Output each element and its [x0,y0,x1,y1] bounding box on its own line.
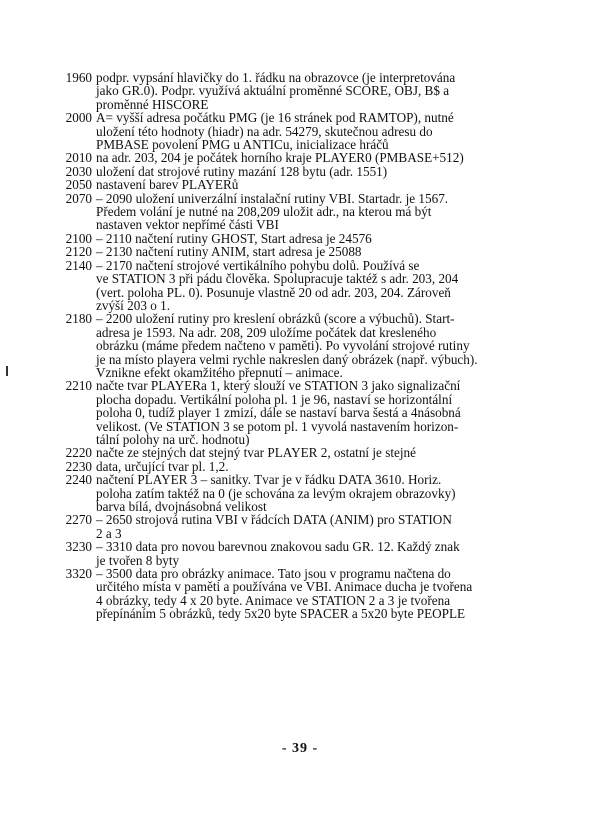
entry [0,312,600,379]
page-number: - 39 - [281,741,319,756]
text-line: nastavení barev PLAYERů [96,177,239,193]
text-line: 4 obrázky, tedy 4 x 20 byte. Animace ve STATION 2 a 3 je tvořena [96,592,451,608]
line-number: 2210 [65,378,92,394]
entry [0,446,600,459]
text-line: velikost. (Ve STATION 3 se potom pl. 1 vyvolá nastavením horizon- [96,418,459,434]
text-line: barva bílá, dvojnásobná velikost [96,499,267,514]
text-line: data, určující tvar pl. 1,2. [96,458,229,474]
text-line: jako GR.0). Podpr. využívá aktuální proměnné SCORE, OBJ, B$ a [96,83,450,99]
entry [0,111,600,151]
text-line: – 2650 strojová rutina VBI v řádcích DATA (ANIM) pro STATION [96,512,452,528]
text-line: načte tvar PLAYERa 1, který slouží ve STATION 3 jako signalizační [96,378,461,394]
line-number: 2010 [65,150,92,166]
line-number: 3320 [65,566,92,582]
text-line: – 2200 uložení rutiny pro kreslení obrázků (score a výbuchů). Start- [96,311,455,327]
text-line: přepínáním 5 obrázků, tedy 5x20 byte SPACER a 5x20 byte PEOPLE [96,606,466,622]
line-number: 2030 [65,163,92,179]
entry-text [96,232,553,245]
entry-text [96,513,553,540]
line-number: 2270 [65,512,92,528]
text-line: je tvořen 8 byty [96,552,180,568]
line-number: 2240 [65,472,92,488]
text-line: Předem volání je nutné na 208,209 uložit adr., na kterou má být [96,204,432,220]
text-line: proměnné HISCORE [96,96,209,112]
entry-text [96,460,553,473]
text-line: plocha dopadu. Vertikální poloha pl. 1 je 96, nastaví se horizontální [96,391,453,407]
entry-text [96,192,553,232]
text-line: tální polohy na urč. hodnotu) [96,431,250,447]
text-line: – 3500 data pro obrázky animace. Tato jsou v programu načtena do [96,566,451,582]
entry-text [96,151,553,164]
text-line: načte ze stejných dat stejný tvar PLAYER 2, ostatní je stejné [96,445,416,461]
text-line: zvýší 203 o 1. [96,297,170,313]
text-line: nastaven vektor nepřímé části VBI [96,217,279,233]
entry [0,540,600,567]
line-number: 2140 [65,257,92,273]
entry [0,245,600,258]
text-line: je na místo playera velmi rychle nakreslen daný obrázek (např. výbuch). [96,351,478,367]
line-number: 2050 [65,177,92,193]
entry [0,178,600,191]
text-line: PMBASE povolení PMG u ANTICu, inicializace hráčů [96,137,389,153]
entry-text [96,446,553,459]
text-line: Vznikne efekt okamžitého přepnutí – animace. [96,364,343,380]
entry [0,513,600,540]
line-number: 2230 [65,458,92,474]
entry-text [96,178,553,191]
entry [0,379,600,446]
entry-text [96,259,553,313]
text-line: podpr. vypsání hlavičky do 1. řádku na obrazovce (je interpretována [96,70,456,85]
text-line: adresa je 1593. Na adr. 208, 209 uložíme počátek dat kresleného [96,324,437,340]
text-line: – 2110 načtení rutiny GHOST, Start adresa je 24576 [96,230,372,246]
entry-text [96,245,553,258]
entry-text [96,312,553,379]
text-line: (vert. poloha PL. 0). Posunuje vlastně 20 od adr. 203, 204. Zároveň [96,284,451,300]
text-line: načtení PLAYER 3 – sanitky. Tvar je v řádku DATA 3610. Horiz. [96,472,442,488]
text-line: – 2170 načtení strojové vertikálního pohybu dolů. Používá se [96,257,420,273]
line-number: 2000 [65,110,92,126]
text-line: obrázku (máme předem načteno v paměti). Po vyvolání strojové rutiny [96,338,470,354]
text-line: 2 a 3 [96,525,122,541]
entry [0,165,600,178]
text-line: ve STATION 3 při pádu člověka. Spolupracuje taktéž s adr. 203, 204 [96,271,459,287]
entry-text [96,473,553,513]
entry-text [96,567,553,621]
line-number: 2180 [65,311,92,327]
text-line: – 3310 data pro novou barevnou znakovou sadu GR. 12. Každý znak [96,539,460,555]
entry-text [96,111,553,151]
line-number: 3230 [65,539,92,555]
line-number: 1960 [65,70,92,85]
text-line: A= vyšší adresa počátku PMG (je 16 stránek pod RAMTOP), nutné [96,110,454,126]
entry [0,460,600,473]
entry-text [96,379,553,446]
line-number: 2070 [65,190,92,206]
text-line: – 2130 načtení rutiny ANIM, start adresa je 25088 [96,244,362,260]
line-number: 2120 [65,244,92,260]
entry [0,567,600,621]
entry-text [96,165,553,178]
line-number: 2220 [65,445,92,461]
text-line: poloha 0, tudíž player 1 zmizí, dále se nastaví barva šestá a 4násobná [96,405,461,421]
text-line: uložení této hodnoty (hiadr) na adr. 54279, skutečnou adresu do [96,123,433,139]
text-line: na adr. 203, 204 je počátek horního kraje PLAYER0 (PMBASE+512) [96,150,464,166]
text-line: poloha zatím taktéž na 0 (je schována za levým okrajem obrazovky) [96,485,456,501]
entry-text [96,71,553,111]
entry-text [96,540,553,567]
line-number: 2100 [65,230,92,246]
entry [0,259,600,313]
entry [0,151,600,164]
entry [0,232,600,245]
entry [0,473,600,513]
entry [0,71,600,111]
text-line: – 2090 uložení univerzální instalační rutiny VBI. Startadr. je 1567. [96,190,449,206]
text-line: určitého místa v paměti a používána ve VBI. Animace ducha je tvořena [96,579,473,595]
entry-list [0,71,600,621]
entry [0,192,600,232]
text-line: uložení dat strojové rutiny mazání 128 bytu (adr. 1551) [96,163,388,179]
